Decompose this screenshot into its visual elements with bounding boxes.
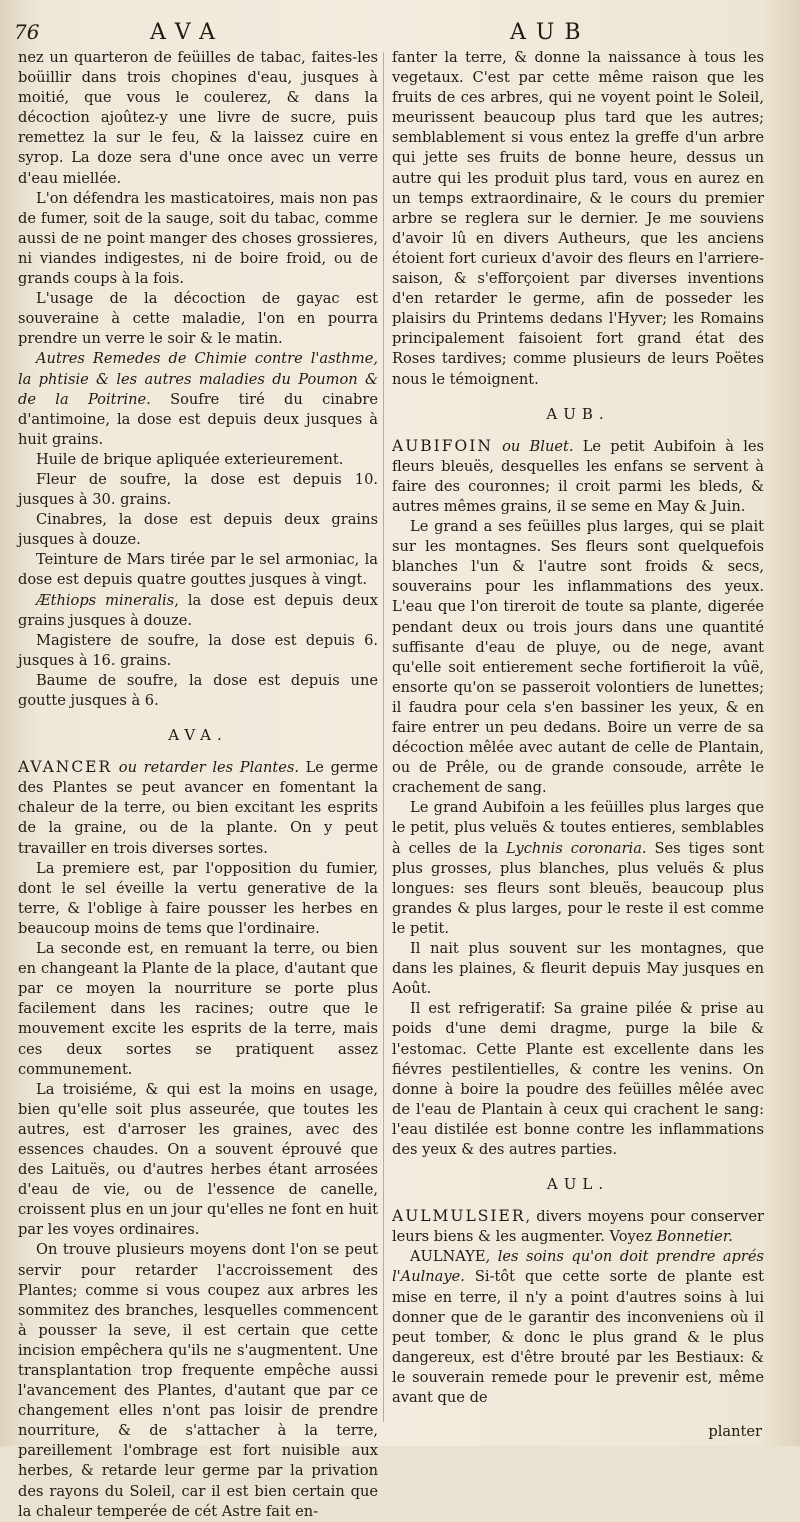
paragraph: Cinabres, la dose est depuis deux grains jusques à douze. [18,511,378,549]
left-column [18,48,378,1522]
paragraph: Le grand a ses feüilles plus larges, qui se plait sur les montagnes. Ses fleurs sont quelquefois blanches l'un & l'autre sont froids & secs, souverains pour les inflammations des yeux. L'eau que l'on tireroit de toute sa plante, digerée pendant deux ou trois jours dans une quantité suffisante d'eau de pluye, ou de nege, avant qu'elle soit entierement seche fortifieroit la vûë, ensorte qu'on se passeroit volontiers de lunettes; il faudra pour cela s'en bassiner les yeux, & en faire entrer un peu dedans. Boire un verre de sa décoction mêlée avec autant de celle de Plantain, ou de Prêle, ou de grande consoude, arrête le crachement de sang. [392,518,764,797]
paragraph: L'usage de la décoction de gayac est souveraine à cette maladie, l'on en pourra prendre un verre le soir & le matin. [18,290,378,348]
column-divider [383,52,384,1422]
entry-subtitle: , les soins qu'on doit prendre aprés l'Aulnaye. [392,1248,764,1286]
paragraph: La premiere est, par l'opposition du fumier, dont le sel éveille la vertu generative de la terre, & l'oblige à faire pousser les herbes en beaucoup moins de tems que l'ordinaire. [18,859,378,937]
paragraph: Il est refrigeratif: Sa graine pilée & prise au poids d'une demi dragme, purge la bile & l'estomac. Cette Plante est excellente dans les fiévres pestilentielles, & contre les venins. On donne à boire la poudre des feüilles mêlée avec de l'eau de Plantain à ceux qui crachent le sang: l'eau distilée est bonne contre les inflammations des yeux & des autres parties. [392,1000,764,1158]
paragraph: L'on défendra les masticatoires, mais non pas de fumer, soit de la sauge, soit du tabac, comme aussi de ne point manger des choses grossieres, ni viandes indigestes, ni de boire froid, ou de grands coups à la fois. [18,189,378,288]
paragraph: Fleur de soufre, la dose est depuis 10. jusques à 30. grains. [18,470,378,509]
entry-headword: AUBIFOIN [392,436,493,455]
entry-headword: AULMULSIER [392,1207,526,1226]
paragraph: Teinture de Mars tirée par le sel armoniac, la dose est depuis quatre gouttes jusques à vingt. [18,551,378,589]
remedy-text: Soufre tiré du cinabre d'antimoine, la dose est depuis deux jusques à huit grains. [18,390,378,448]
paragraph: Magistere de soufre, la dose est depuis 6. jusques à 16. grains. [18,631,378,669]
paragraph [392,798,764,939]
remedy-text: , la dose est depuis deux grains jusques à douze. [18,591,378,629]
paragraph: nez un quarteron de feüilles de tabac, faites-les boüillir dans trois chopines d'eau, jusques à moitié, que vous le coulerez, & dans la décoction ajoûtez-y une livre de sucre, puis remettez la sur le feu, & la laissez cuire en syrop. La doze sera d'une once avec un verre d'eau miellée. [18,49,378,187]
plant-name: Lychnis coronaria. [506,839,647,857]
entry-text: Le germe des Plantes se peut avancer en fomentant la chaleur de la terre, ou bien excitant les esprits de la graine, ou de la plante. On y peut travailler en trois diverses sortes. [18,759,378,857]
entry-headword: AULNAYE [410,1248,486,1266]
entry-paragraph [392,1247,764,1408]
cross-reference: Bonnetier. [656,1228,733,1246]
paragraph: Baume de soufre, la dose est depuis une goutte jusques à 6. [18,671,378,709]
entry-paragraph [392,1206,764,1247]
entry-text: Si-tôt que cette sorte de plante est mise en terre, il n'y a point d'autres soins à lui donner que de le garantir des inconveniens où il peut tomber, & donc le plus grand & le plus dangereux, est d'être brouté par les Bestiaux: & le souverain remede pour le prevenir est, même avant que de [392,1268,764,1406]
page-number: 76 [14,20,40,44]
paragraph: fanter la terre, & donne la naissance à tous les vegetaux. C'est par cette même raison que les fruits de ces arbres, qui ne voyent point le Soleil, meurissent beaucoup plus tard que les autres; semblablement si vous entez la greffe d'un arbre qui jette ses fruits de bonne heure, dessus un autre qui les produit plus tard, vous en aurez en un temps extraordinaire, & le cours du premier arbre se reglera sur le dernier. Je me souviens d'avoir lû en divers Autheurs, que les anciens étoient fort curieux d'avoir des fleurs en l'arriere-saison, & s'efforçoient par diverses inventions d'en retarder le germe, afin de posseder les plaisirs du Printems dedans l'Hyver; les Romains principalement faisoient fort grand état des Roses tardives; comme plusieurs de leurs Poëtes nous le témoignent. [392,49,764,388]
remedy-name: Æthiops mineralis [36,591,175,609]
entry-paragraph [392,436,764,517]
paragraph: La seconde est, en remuant la terre, ou bien en changeant la Plante de la place, d'autant que par ce moyen la nourriture se porte plus facilement dans les racines; outre que le mouvement excite les esprits de la terre, mais ces deux sortes se pratiquent assez communement. [18,940,378,1078]
section-heading: AUL. [546,1175,610,1194]
entry-paragraph [18,757,378,858]
paragraph [18,349,378,449]
entry-headword: AVANCER [18,758,113,777]
entry-subtitle: ou retarder les Plantes. [112,759,299,777]
section-heading: AUB. [546,404,610,423]
right-column [392,48,764,1408]
paragraph: Il nait plus souvent sur les montagnes, que dans les plaines, & fleurit depuis May jusques en Août. [392,940,764,998]
remedy-title: Autres Remedes de Chimie contre l'asthme, la phtisie & les autres maladies du Poumon & de la Poitrine. [18,350,378,408]
entry-subtitle: ou Bluet. [492,437,574,455]
paragraph: Huile de brique apliquée exterieurement. [36,450,344,468]
entry-text: , divers moyens pour conserver leurs biens & les augmenter. Voyez [392,1208,764,1246]
catchword: planter [708,1423,762,1440]
section-heading: AVA. [168,726,228,745]
paragraph-text: Ses tiges sont plus grosses, plus blanches, plus veluës & plus longues: ses fleurs sont bleuës, beaucoup plus grandes & plus larges, pour le reste il est comme le petit. [392,839,764,937]
paragraph: On trouve plusieurs moyens dont l'on se peut servir pour retarder l'accroissement des Plantes; comme si vous coupez aux arbres les sommitez des branches, lesquelles commencent à pousser la seve, il est certain que cette incision empêchera qu'ils ne s'augmentent. Une transplantation trop frequente empêche aussi l'avancement des Plantes, d'autant que par ce changement elles n'ont pas loisir de prendre nourriture, & de s'attacher à la terre, pareillement l'ombrage est fort nuisible aux herbes, & retarde leur germe par la privation des rayons du Soleil, car il est bien certain que la chaleur temperée de cét Astre fait en- [18,1241,378,1520]
paragraph: La troisiéme, & qui est la moins en usage, bien qu'elle soit plus asseurée, que toutes les autres, est d'arroser les graines, avec des essences chaudes. On a souvent éprouvé que des Laituës, ou d'autres herbes étant arrosées d'eau de vie, ou de l'essence de canelle, croissent plus en un jour qu'elles ne font en huit par les voyes ordinaires. [18,1080,378,1239]
left-running-head: AVA [150,20,226,45]
paragraph [18,591,378,631]
right-running-head: AUB [510,20,591,45]
entry-text: Le petit Aubifoin à les fleurs bleuës, desquelles les enfans se servent à faire des couronnes; il croit parmi les bleds, & autres mêmes grains, il se seme en May & Juin. [392,437,764,515]
paragraph-text: Le grand Aubifoin a les feüilles plus larges que le petit, plus veluës & toutes entieres, semblables à celles de la [392,799,764,857]
